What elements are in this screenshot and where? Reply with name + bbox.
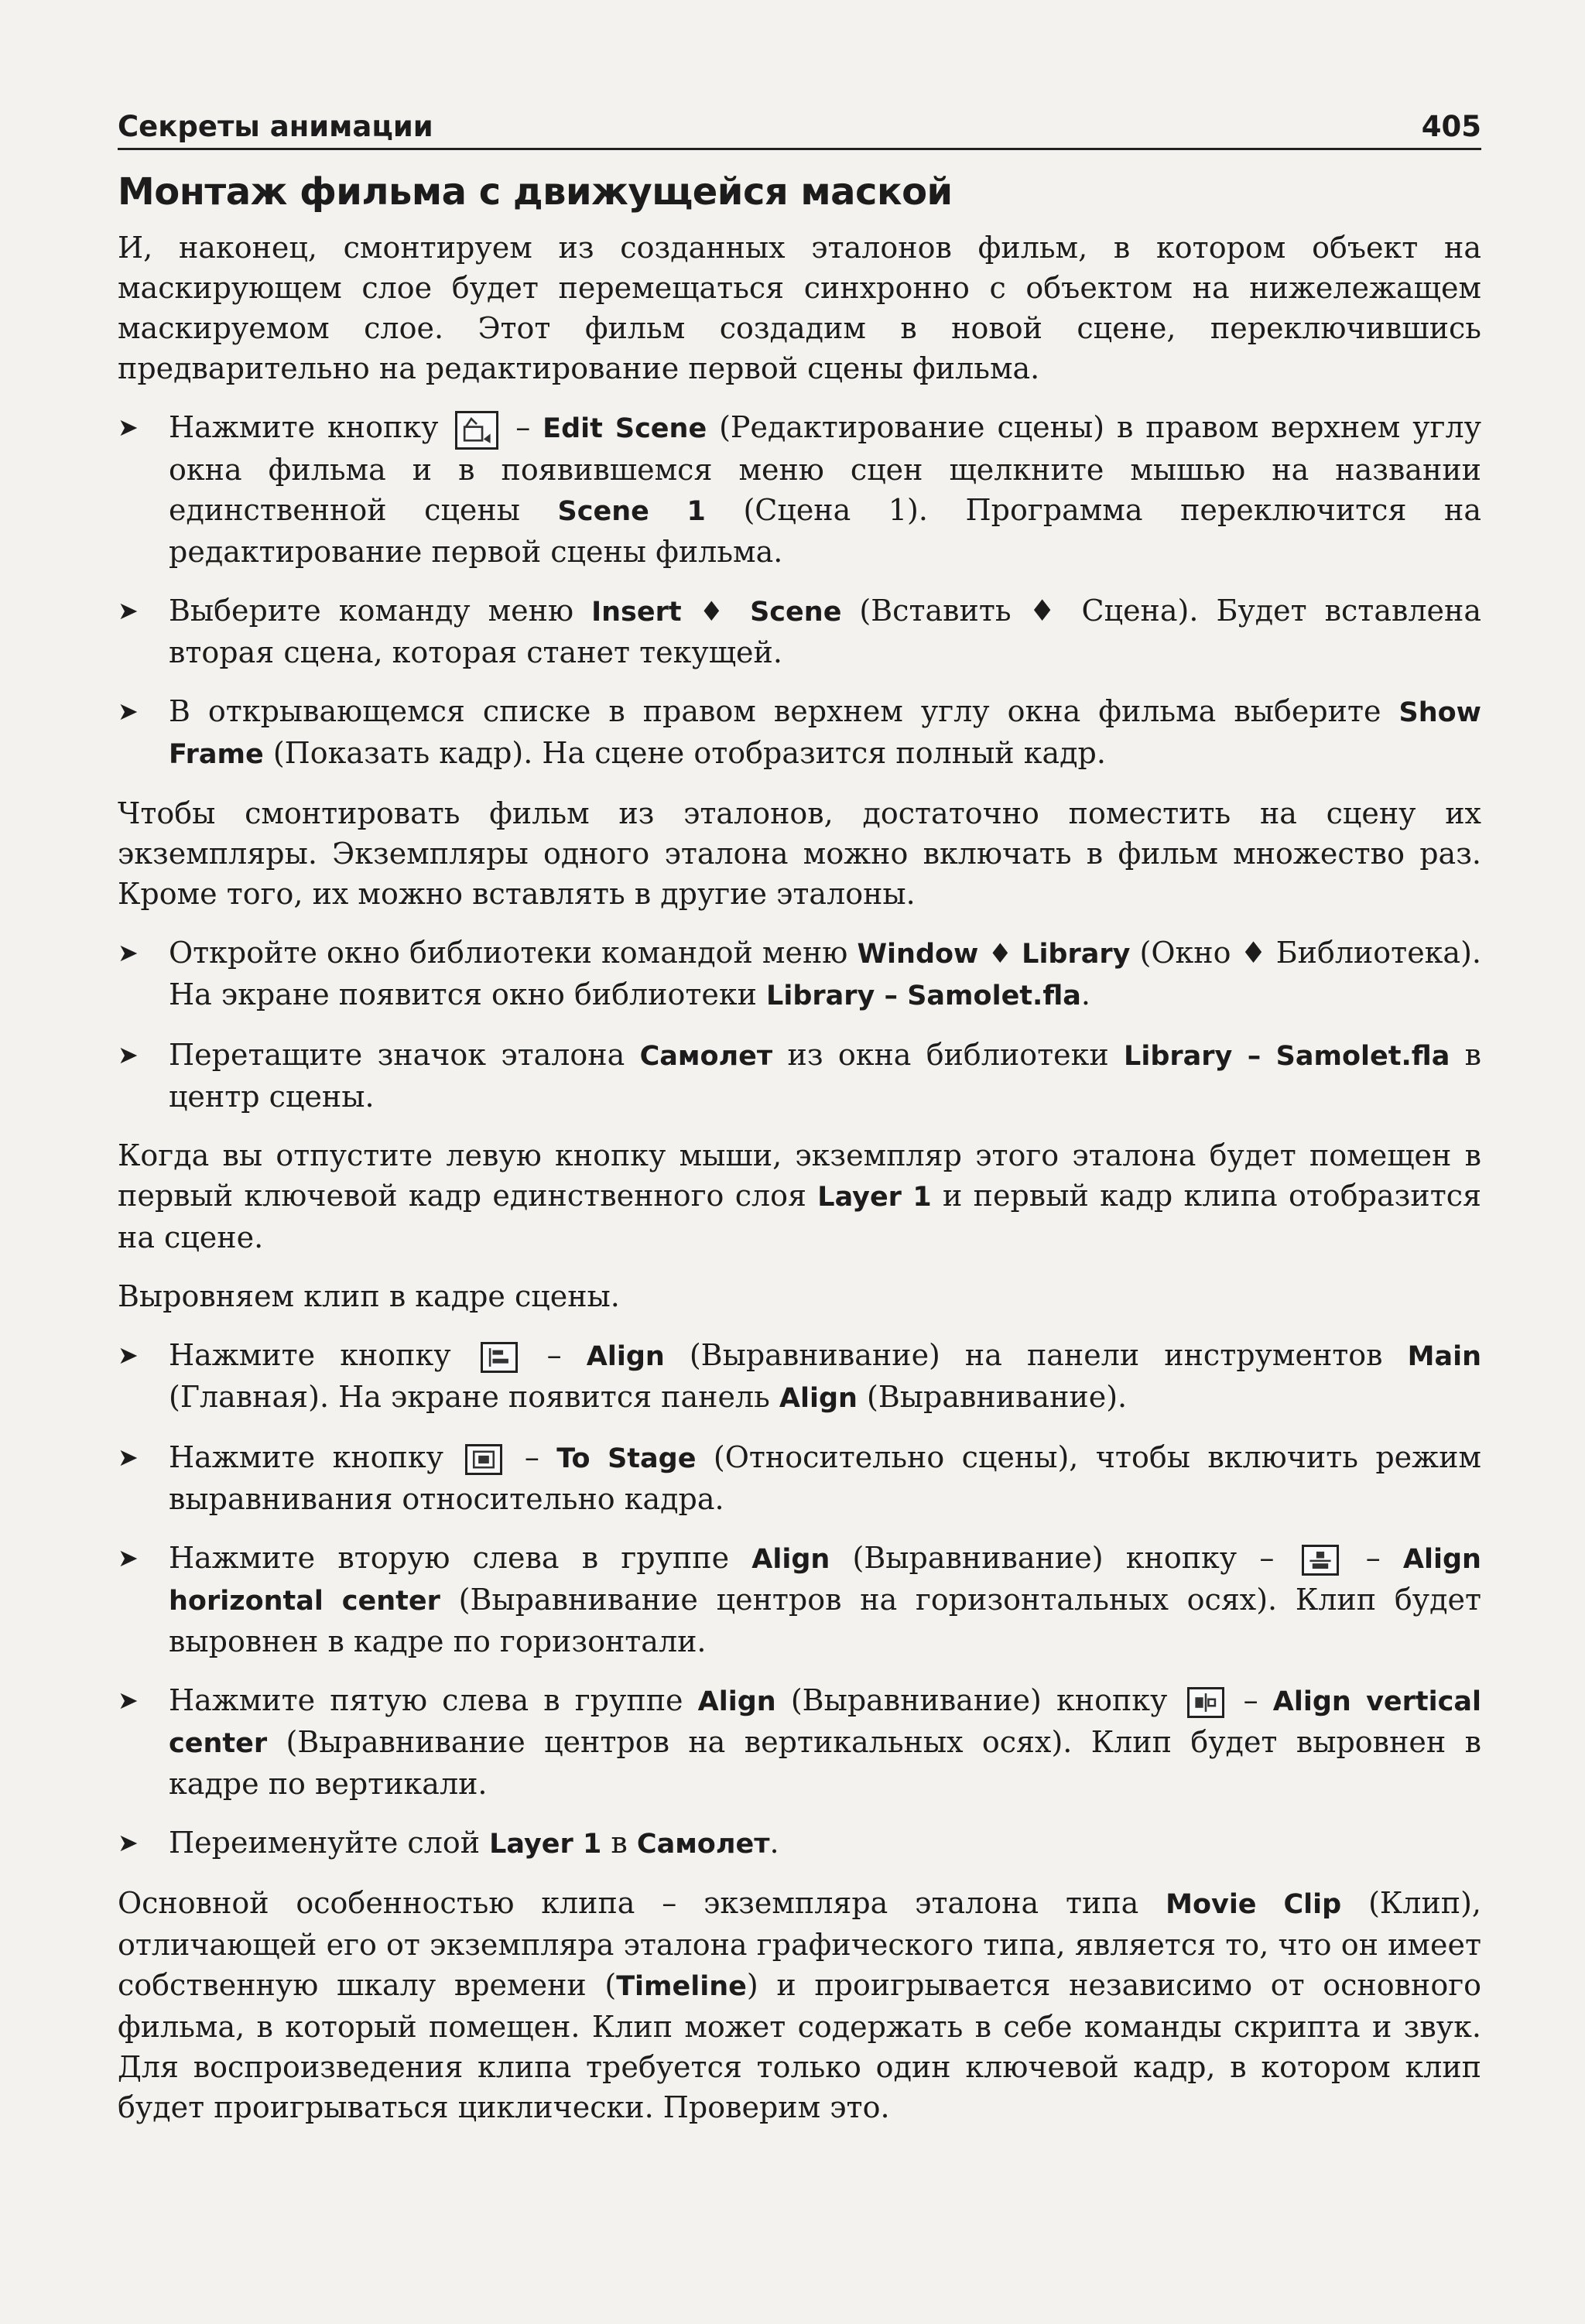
- list-item: [118, 590, 1481, 673]
- list-item: [118, 933, 1481, 1016]
- list-item: [118, 1538, 1481, 1662]
- bullet-arrow: ➤: [118, 1685, 139, 1715]
- to-stage-icon: [465, 1444, 502, 1475]
- list-item-text: Нажмите кнопку – To Stage (Относительно сцены), чтобы включить режим выравнивания относительно кадра.: [169, 1439, 1481, 1516]
- section-heading: Монтаж фильма с движущейся маской: [118, 170, 953, 214]
- paragraph: Когда вы отпустите левую кнопку мыши, экземпляр этого эталона будет помещен в первый ключевой кадр единственного слоя Layer 1 и первый кадр клипа отобразится на сцене.: [118, 1138, 1481, 1254]
- list-item-text: Откройте окно библиотеки командой меню Window ♦ Library (Окно ♦ Библиотека). На экране появится окно библиотеки Library – Samolet.fla.: [169, 935, 1481, 1011]
- list-item-text: Выберите команду меню Insert ♦ Scene (Вставить ♦ Сцена). Будет вставлена вторая сцена, которая станет текущей.: [169, 593, 1481, 669]
- align-icon: [481, 1342, 518, 1373]
- list-item: [118, 691, 1481, 775]
- edit-scene-icon: [455, 411, 498, 450]
- section-title: Секреты анимации: [118, 110, 433, 143]
- bullet-arrow: ➤: [118, 937, 139, 967]
- bullet-arrow: ➤: [118, 696, 139, 726]
- paragraph-intro: И, наконец, смонтируем из созданных эталонов фильм, в котором объект на маскирующем слое будет перемещаться синхронно с объектом на нижележащем маскируемом слое. Этот фильм создадим в новой сцене, переключившись предварительно на редактирование первой сцены фильма.: [118, 231, 1481, 385]
- list-item: [118, 407, 1481, 572]
- list-item-text: Нажмите вторую слева в группе Align (Выравнивание) кнопку – – Align horizontal center (Выравнивание центров на горизонтальных осях). Клип будет выровнен в кадре по горизонтали.: [169, 1540, 1481, 1658]
- bullet-arrow: ➤: [118, 1827, 139, 1857]
- list-item-text: В открывающемся списке в правом верхнем углу окна фильма выберите Show Frame (Показать кадр). На сцене отобразится полный кадр.: [169, 693, 1481, 770]
- list-item-text: Переименуйте слой Layer 1 в Самолет.: [169, 1825, 779, 1860]
- list-item: [118, 1823, 1481, 1864]
- list-item-text: Нажмите пятую слева в группе Align (Выравнивание) кнопку – Align vertical center (Выравнивание центров на вертикальных осях). Клип будет выровнен в кадре по вертикали.: [169, 1682, 1481, 1801]
- bullet-arrow: ➤: [118, 1039, 139, 1070]
- list-item-text: Перетащите значок эталона Самолет из окна библиотеки Library – Samolet.fla в центр сцены.: [169, 1037, 1481, 1114]
- paragraph: Основной особенностью клипа – экземпляра эталона типа Movie Clip (Клип), отличающей его от экземпляра эталона графического типа, является то, что он имеет собственную шкалу времени (Timeline) и проигрывается независимо от основного фильма, в который помещен. Клип может содержать в себе команды скрипта и звук. Для воспроизведения клипа требуется только один ключевой кадр, в котором клип будет проигрываться циклически. Проверим это.: [118, 1885, 1481, 2124]
- bullet-arrow: ➤: [118, 412, 139, 442]
- list-item: [118, 1437, 1481, 1519]
- list-item: [118, 1035, 1481, 1117]
- list-item-text: Нажмите кнопку – Align (Выравнивание) на панели инструментов Main (Главная). На экране появится панель Align (Выравнивание).: [169, 1337, 1481, 1414]
- page: [118, 110, 1481, 2146]
- running-header: [118, 110, 1481, 150]
- bullet-arrow: ➤: [118, 595, 139, 625]
- list-item: [118, 1680, 1481, 1804]
- list-item-text: Нажмите кнопку – Edit Scene (Редактирование сцены) в правом верхнем углу окна фильма и в появившемся меню сцен щелкните мышью на названии единственной сцены Scene 1 (Сцена 1). Программа переключится на редактирование первой сцены фильма.: [169, 410, 1481, 569]
- align-vertical-center-icon: [1187, 1687, 1224, 1718]
- list-item: [118, 1335, 1481, 1419]
- bullet-arrow: ➤: [118, 1442, 139, 1472]
- bullet-arrow: ➤: [118, 1542, 139, 1573]
- paragraph: Чтобы смонтировать фильм из эталонов, достаточно поместить на сцену их экземпляры. Экземпляры одного эталона можно включать в фильм множество раз. Кроме того, их можно вставлять в другие эталоны.: [118, 796, 1481, 911]
- bullet-arrow: ➤: [118, 1340, 139, 1370]
- align-horizontal-center-icon: [1302, 1545, 1339, 1576]
- paragraph: Выровняем клип в кадре сцены.: [118, 1278, 620, 1313]
- page-number: 405: [1421, 110, 1481, 143]
